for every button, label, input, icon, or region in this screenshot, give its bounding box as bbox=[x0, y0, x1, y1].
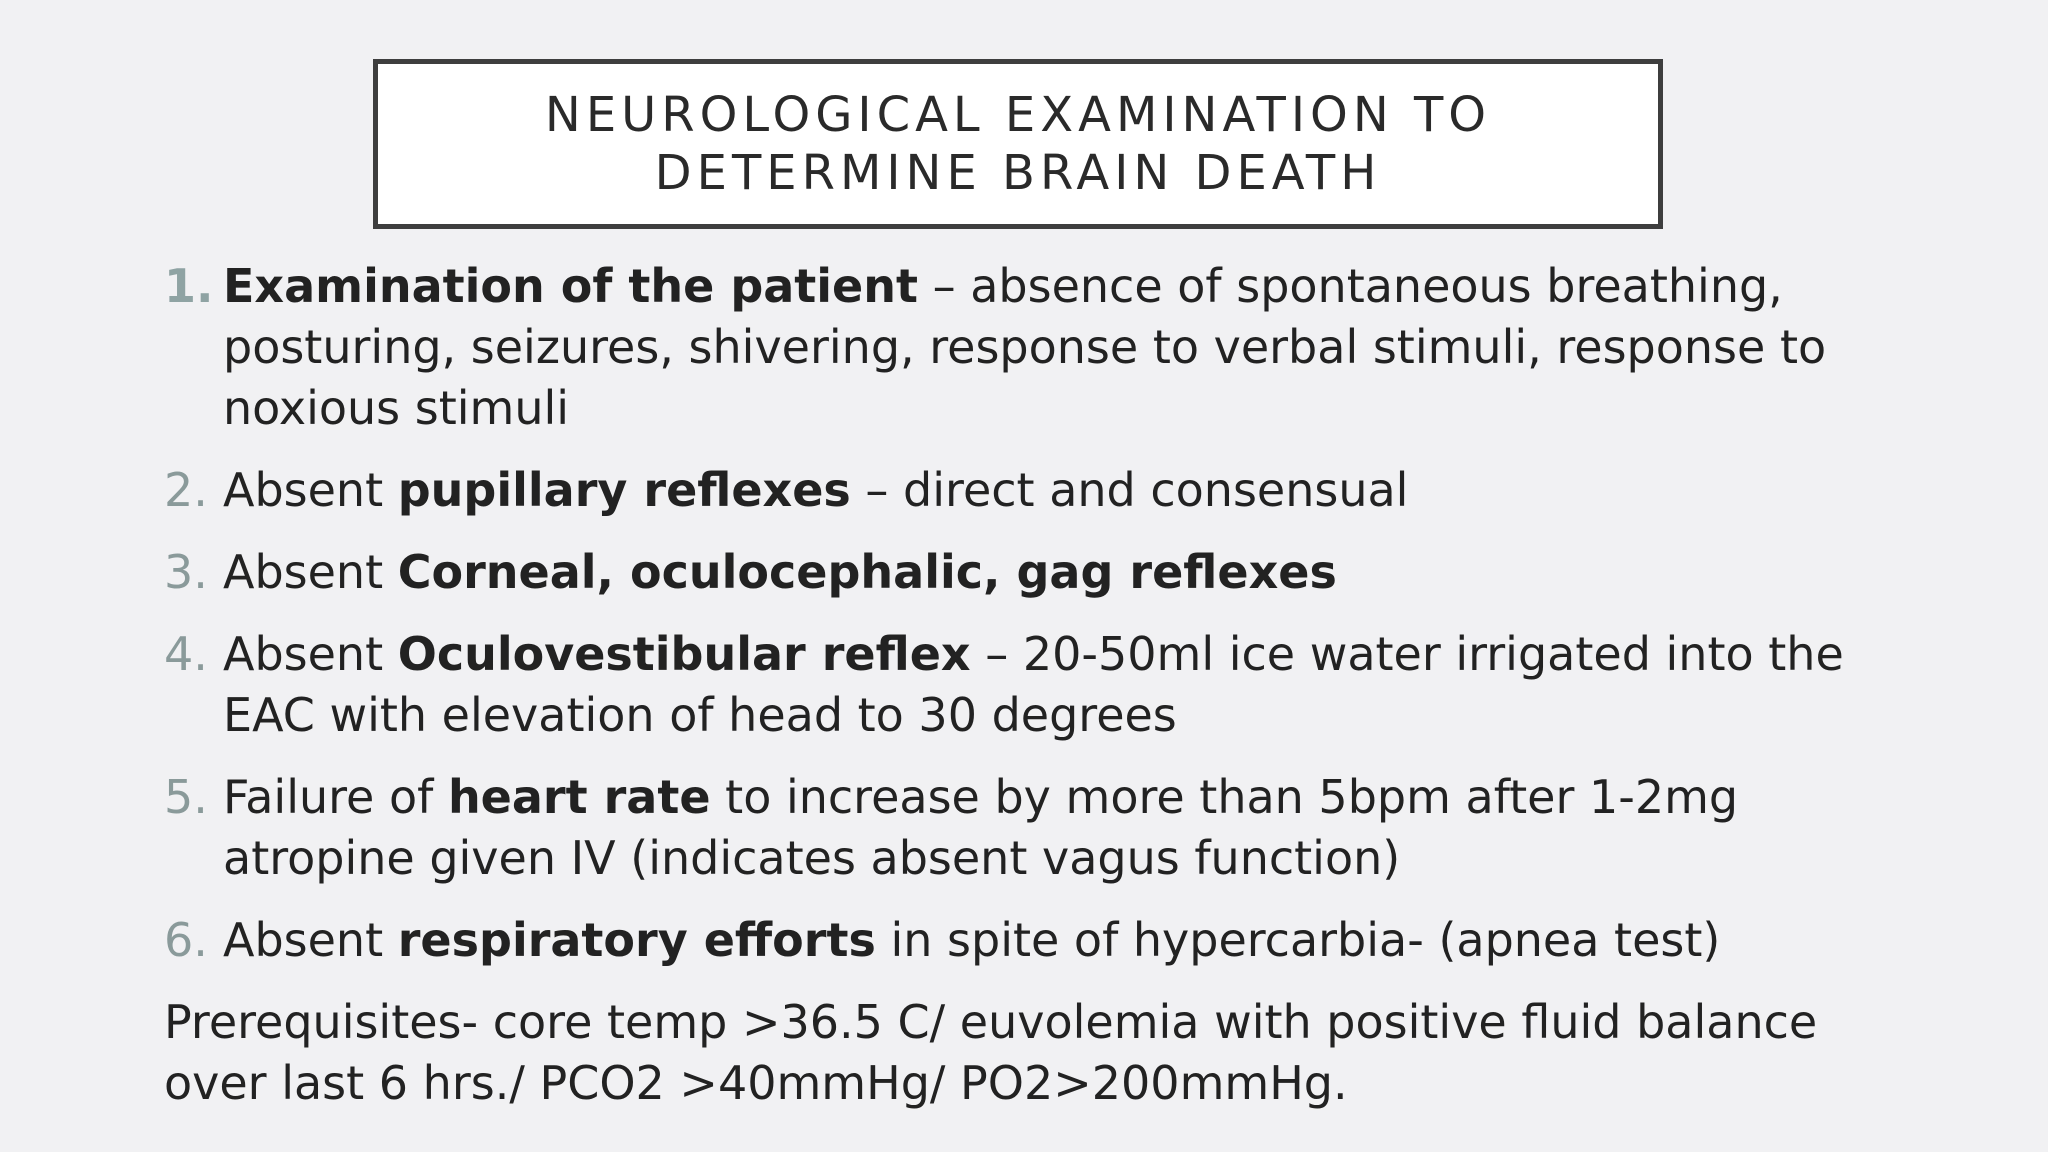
list-item-5 bbox=[164, 767, 2004, 889]
item-1-line-3: noxious stimuli bbox=[223, 381, 570, 435]
list-number-3: 3. bbox=[164, 545, 208, 599]
prerequisites-line-2: over last 6 hrs./ PCO2 >40mmHg/ PO2>200mmHg. bbox=[164, 1056, 1348, 1110]
item-6-bold: respiratory efforts bbox=[397, 913, 876, 967]
prerequisites bbox=[164, 992, 2004, 1114]
list-number-4: 4. bbox=[164, 627, 208, 681]
title-box bbox=[373, 59, 1663, 229]
item-3-bold: Corneal, oculocephalic, gag reflexes bbox=[397, 545, 1337, 599]
item-4-line-1 bbox=[223, 624, 2004, 685]
list-item-2 bbox=[164, 460, 2004, 521]
item-6-line-1 bbox=[223, 910, 2004, 971]
item-5-post: to increase by more than 5bpm after 1-2mg bbox=[710, 770, 1739, 824]
item-4-post: – 20-50ml ice water irrigated into the bbox=[970, 627, 1844, 681]
item-6-pre: Absent bbox=[223, 913, 398, 967]
item-2-post: – direct and consensual bbox=[850, 463, 1409, 517]
item-5-pre: Failure of bbox=[223, 770, 448, 824]
item-1-line-2: posturing, seizures, shivering, response to verbal stimuli, response to bbox=[223, 320, 1827, 374]
item-3-line-1 bbox=[223, 542, 2004, 603]
title-line-2: DETERMINE BRAIN DEATH bbox=[654, 145, 1382, 201]
list-item-1 bbox=[164, 256, 2004, 439]
criteria-list bbox=[164, 256, 2004, 1114]
list-number-5: 5. bbox=[164, 770, 208, 824]
list-item-6 bbox=[164, 910, 2004, 971]
prerequisites-line-1: Prerequisites- core temp >36.5 C/ euvolemia with positive fluid balance bbox=[164, 995, 1818, 1049]
item-3-pre: Absent bbox=[223, 545, 398, 599]
list-number-2: 2. bbox=[164, 463, 208, 517]
list-item-4 bbox=[164, 624, 2004, 746]
item-4-pre: Absent bbox=[223, 627, 398, 681]
item-4-line-2: EAC with elevation of head to 30 degrees bbox=[223, 688, 1177, 742]
item-5-line-1 bbox=[223, 767, 2004, 828]
list-number-1: 1. bbox=[164, 259, 214, 313]
item-2-bold: pupillary reflexes bbox=[397, 463, 851, 517]
item-1-text: – absence of spontaneous breathing, bbox=[918, 259, 1783, 313]
title-line-1: NEUROLOGICAL EXAMINATION TO bbox=[544, 87, 1492, 143]
item-5-bold: heart rate bbox=[447, 770, 711, 824]
item-5-line-2: atropine given IV (indicates absent vagus function) bbox=[223, 831, 1401, 885]
item-1-bold: Examination of the patient bbox=[223, 259, 918, 313]
list-item-3 bbox=[164, 542, 2004, 603]
item-2-pre: Absent bbox=[223, 463, 398, 517]
item-4-bold: Oculovestibular reflex bbox=[397, 627, 971, 681]
item-2-line-1 bbox=[223, 460, 2004, 521]
item-1-line-1 bbox=[223, 256, 2004, 317]
item-6-post: in spite of hypercarbia- (apnea test) bbox=[875, 913, 1721, 967]
list-number-6: 6. bbox=[164, 913, 208, 967]
